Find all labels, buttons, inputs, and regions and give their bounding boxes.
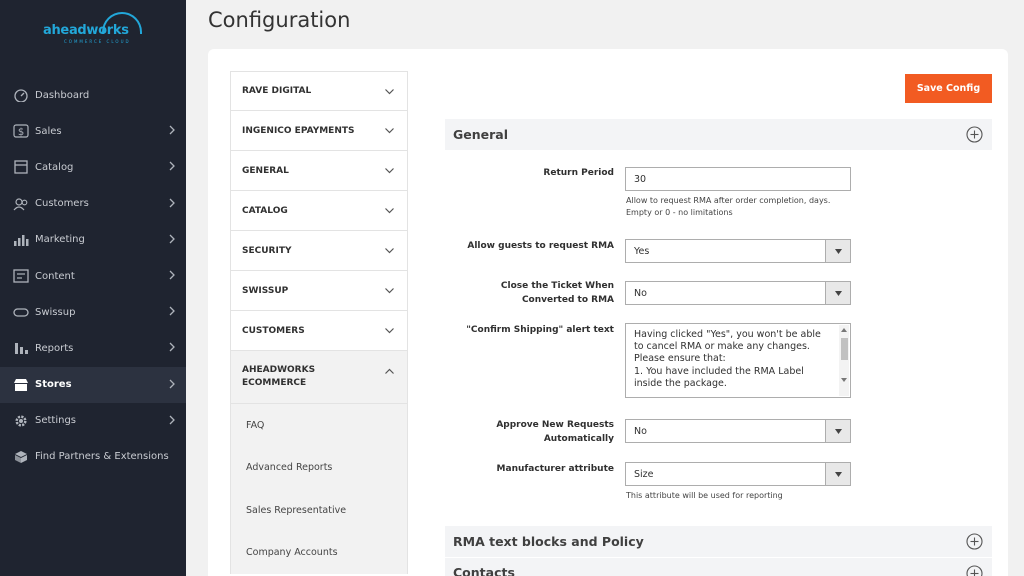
nav-item-settings[interactable] bbox=[0, 403, 186, 439]
return-period-label: Return Period bbox=[543, 168, 614, 178]
dashboard-icon bbox=[12, 88, 29, 102]
config-sub-item-advanced-reports[interactable]: Advanced Reports bbox=[246, 462, 333, 474]
chevron-up-icon bbox=[384, 366, 395, 377]
section-general[interactable] bbox=[445, 119, 992, 150]
config-tab-label-line1: AHEADWORKS bbox=[242, 365, 316, 375]
save-config-button[interactable]: Save Config bbox=[905, 74, 992, 103]
config-tab-swissup[interactable] bbox=[230, 271, 408, 311]
config-tab-label: RAVE DIGITAL bbox=[242, 86, 312, 96]
confirm-shipping-text: Having clicked "Yes", you won't be able to cancel RMA or make any changes. Please ensure that: 1. You have included the RMA Label inside the package. bbox=[634, 329, 821, 389]
chevron-down-icon bbox=[384, 285, 395, 296]
approve-new-select[interactable] bbox=[625, 419, 851, 443]
close-ticket-label bbox=[501, 279, 614, 307]
textarea-scrollbar[interactable] bbox=[839, 325, 849, 396]
manufacturer-value: Size bbox=[634, 468, 654, 480]
approve-new-label-line2: Automatically bbox=[543, 434, 614, 444]
chevron-right-icon bbox=[167, 379, 177, 389]
expand-plus-icon[interactable] bbox=[966, 565, 983, 576]
nav-item-label: Content bbox=[35, 270, 75, 282]
config-tab-label: CATALOG bbox=[242, 205, 288, 216]
main-nav bbox=[0, 77, 186, 475]
nav-item-swissup[interactable] bbox=[0, 294, 186, 330]
section-rma-text[interactable] bbox=[445, 526, 992, 557]
expand-plus-icon[interactable] bbox=[966, 533, 983, 550]
close-ticket-label-line1: Close the Ticket When bbox=[500, 281, 614, 291]
nav-item-catalog[interactable] bbox=[0, 149, 186, 185]
chevron-right-icon bbox=[167, 415, 177, 425]
config-sub-item-sales-representative[interactable]: Sales Representative bbox=[246, 504, 347, 516]
config-tab-rave-digital[interactable] bbox=[230, 71, 408, 111]
nav-item-label: Settings bbox=[35, 415, 77, 427]
config-tab-general[interactable] bbox=[230, 151, 408, 191]
section-contacts-title: Contacts bbox=[453, 565, 515, 576]
expand-plus-icon[interactable] bbox=[966, 126, 983, 143]
customers-icon bbox=[12, 197, 29, 211]
config-tab-label-line2: ECOMMERCE bbox=[242, 378, 307, 388]
approve-new-label-line1: Approve New Requests bbox=[496, 420, 614, 430]
approve-new-label bbox=[496, 418, 614, 446]
confirm-shipping-label: "Confirm Shipping" alert text bbox=[466, 325, 614, 335]
chevron-down-icon bbox=[384, 205, 395, 216]
nav-item-content[interactable] bbox=[0, 258, 186, 294]
config-tab-customers[interactable] bbox=[230, 311, 408, 351]
gear-icon bbox=[12, 414, 29, 428]
close-ticket-value: No bbox=[634, 287, 647, 299]
chevron-right-icon bbox=[167, 234, 177, 244]
dropdown-arrow-icon[interactable] bbox=[825, 420, 850, 442]
nav-item-customers[interactable] bbox=[0, 186, 186, 222]
config-sub-item-company-accounts[interactable]: Company Accounts bbox=[246, 547, 338, 559]
nav-item-marketing[interactable] bbox=[0, 222, 186, 258]
chevron-down-icon bbox=[384, 86, 395, 97]
svg-text:$: $ bbox=[17, 127, 24, 139]
scroll-up-icon[interactable] bbox=[841, 328, 847, 332]
return-period-input[interactable] bbox=[625, 167, 851, 191]
nav-item-label: Reports bbox=[35, 342, 74, 354]
nav-item-label: Sales bbox=[35, 125, 62, 137]
chevron-right-icon bbox=[167, 125, 177, 135]
chevron-right-icon bbox=[167, 161, 177, 171]
logo-text: aheadworks bbox=[43, 23, 129, 38]
config-tab-label: SECURITY bbox=[242, 245, 292, 256]
extensions-icon bbox=[12, 450, 29, 464]
reports-icon bbox=[12, 341, 29, 355]
nav-item-dashboard[interactable] bbox=[0, 77, 186, 113]
config-sub-item-faq[interactable]: FAQ bbox=[246, 419, 265, 431]
dollar-icon bbox=[12, 124, 29, 138]
nav-item-label: Catalog bbox=[35, 161, 74, 173]
section-contacts[interactable] bbox=[445, 558, 992, 576]
chevron-down-icon bbox=[384, 125, 395, 136]
chevron-right-icon bbox=[167, 342, 177, 352]
stores-icon bbox=[12, 378, 29, 392]
page-title: Configuration bbox=[208, 8, 351, 32]
logo-subtext: COMMERCE CLOUD bbox=[64, 39, 131, 44]
nav-item-label: Find Partners & Extensions bbox=[35, 451, 169, 463]
scroll-thumb[interactable] bbox=[841, 338, 848, 360]
nav-item-label: Stores bbox=[35, 379, 72, 391]
sidebar bbox=[0, 0, 186, 576]
catalog-icon bbox=[12, 160, 29, 174]
config-tab-aheadworks-ecommerce[interactable] bbox=[230, 351, 408, 404]
section-general-title: General bbox=[453, 127, 508, 142]
nav-item-sales[interactable] bbox=[0, 113, 186, 149]
config-tab-ingenico-epayments[interactable] bbox=[230, 111, 408, 151]
nav-item-find[interactable] bbox=[0, 439, 186, 475]
aheadworks-logo[interactable] bbox=[40, 12, 144, 46]
chevron-right-icon bbox=[167, 306, 177, 316]
return-period-hint-1: Allow to request RMA after order completion, days. bbox=[626, 196, 831, 205]
config-tab-label: CUSTOMERS bbox=[242, 325, 305, 336]
config-sub-list bbox=[230, 404, 408, 574]
scroll-down-icon[interactable] bbox=[841, 378, 847, 382]
chevron-right-icon bbox=[167, 270, 177, 280]
return-period-hint-2: Empty or 0 - no limitations bbox=[626, 208, 733, 217]
config-tab-label: INGENICO EPAYMENTS bbox=[242, 125, 355, 136]
nav-item-label: Swissup bbox=[35, 306, 76, 318]
swissup-icon bbox=[12, 305, 29, 319]
chevron-down-icon bbox=[384, 245, 395, 256]
chevron-right-icon bbox=[167, 198, 177, 208]
allow-guests-select[interactable] bbox=[625, 239, 851, 263]
chevron-down-icon bbox=[384, 325, 395, 336]
config-tab-catalog[interactable] bbox=[230, 191, 408, 231]
config-tab-label: SWISSUP bbox=[242, 285, 289, 296]
manufacturer-select[interactable] bbox=[625, 462, 851, 486]
nav-item-label: Customers bbox=[35, 198, 89, 210]
config-tab-security[interactable] bbox=[230, 231, 408, 271]
manufacturer-label: Manufacturer attribute bbox=[496, 464, 614, 474]
section-rma-text-title: RMA text blocks and Policy bbox=[453, 534, 644, 549]
content-icon bbox=[12, 269, 29, 283]
close-ticket-select[interactable] bbox=[625, 281, 851, 305]
nav-item-reports[interactable] bbox=[0, 330, 186, 366]
config-menu bbox=[230, 71, 408, 574]
nav-item-label: Marketing bbox=[35, 234, 85, 246]
allow-guests-value: Yes bbox=[634, 245, 650, 257]
config-tab-label bbox=[242, 364, 315, 390]
close-ticket-label-line2: Converted to RMA bbox=[521, 295, 614, 305]
chevron-down-icon bbox=[384, 165, 395, 176]
manufacturer-hint: This attribute will be used for reporting bbox=[626, 491, 783, 500]
nav-item-stores[interactable] bbox=[0, 367, 186, 403]
marketing-icon bbox=[12, 233, 29, 247]
allow-guests-label: Allow guests to request RMA bbox=[467, 241, 614, 251]
dropdown-arrow-icon[interactable] bbox=[825, 282, 850, 304]
dropdown-arrow-icon[interactable] bbox=[825, 463, 850, 485]
nav-item-label: Dashboard bbox=[35, 89, 90, 101]
config-tab-label: GENERAL bbox=[242, 165, 289, 176]
dropdown-arrow-icon[interactable] bbox=[825, 240, 850, 262]
confirm-shipping-textarea[interactable] bbox=[625, 323, 851, 398]
approve-new-value: No bbox=[634, 425, 647, 437]
